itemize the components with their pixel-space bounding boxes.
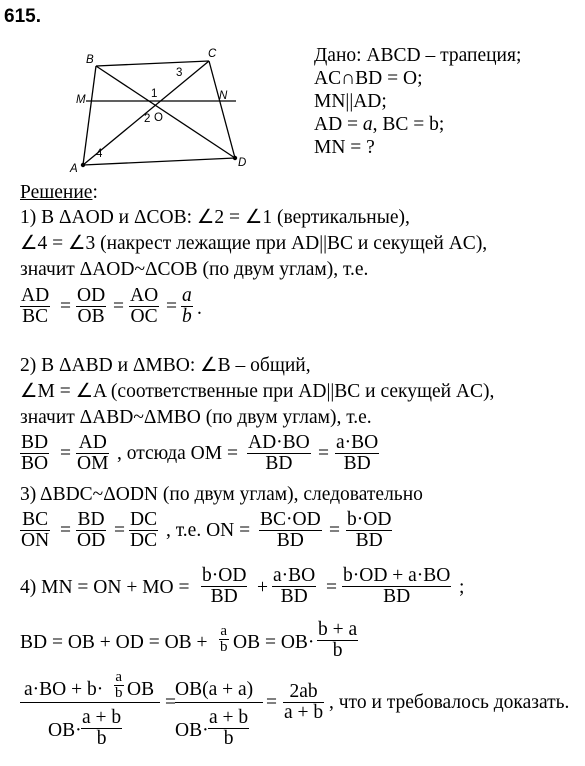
fraction-2ab: $\frac{2ab}{a + b}$	[284, 681, 324, 723]
given-line-1: Дано: ABCD – трапеция;	[314, 45, 522, 66]
fraction-bod-bd-2: $\frac{b\cdot OD}{BD}$	[202, 565, 247, 607]
label-o: O	[154, 112, 163, 124]
fraction-ao-oc: $\frac{AO}{OC}$	[130, 285, 159, 327]
final-big-fraction: a·BO + b· $\frac{a}{b}$ OB OB· $\frac{a + b}{b}$	[20, 670, 160, 760]
fraction-sum-bd: $\frac{b\cdot OD + a\cdot BO}{BD}$	[343, 565, 451, 607]
side-bc	[96, 61, 209, 66]
side-ab	[83, 66, 96, 165]
bd-lead: BD = OB + OD = OB +	[20, 632, 208, 653]
equals: =	[113, 296, 124, 317]
angle-2: 2	[144, 113, 151, 125]
given-line-5: MN = ?	[314, 137, 375, 158]
solution-heading: Решение:	[20, 182, 98, 203]
period: .	[197, 298, 202, 319]
semicolon: ;	[459, 577, 465, 598]
given-block	[314, 44, 521, 159]
fraction-dc-dc: $\frac{DC}{DC}$	[130, 509, 158, 551]
equals: =	[166, 296, 177, 317]
fraction-adbo-bd: $\frac{AD\cdot BO}{BD}$	[248, 432, 310, 474]
fraction-ad-bc: $\frac{AD}{BC}$	[21, 285, 50, 327]
equals: =	[165, 692, 176, 713]
fraction-a-b-small: $\frac{a}{b}$	[220, 623, 228, 655]
label-d: D	[238, 157, 247, 169]
label-c: C	[208, 48, 217, 60]
fraction-bcod-bd: $\frac{BC\cdot OD}{BD}$	[260, 509, 321, 551]
label-a: A	[70, 163, 78, 175]
text-hence-om: , отсюда OM =	[117, 443, 238, 464]
conclusion-text: , что и требовалось доказать.	[329, 692, 570, 713]
given-line-3: MN||AD;	[314, 91, 387, 112]
equals: =	[326, 577, 337, 598]
equals: =	[60, 520, 71, 541]
fraction-a-b: $\frac{a}{b}$	[182, 285, 192, 327]
angle-1: 1	[151, 88, 158, 100]
label-b: B	[86, 54, 94, 66]
equals: =	[114, 520, 125, 541]
step4-lead: 4) MN = ON + MO =	[20, 577, 190, 598]
bd-mid: OB = OB·	[233, 632, 315, 653]
angle-3: 3	[176, 67, 183, 79]
trapezoid-figure	[60, 45, 260, 175]
fraction-od-ob: $\frac{OD}{OB}$	[77, 285, 106, 327]
equals: =	[318, 443, 329, 464]
step1-line2: ∠4 = ∠3 (накрест лежащие при AD||BC и секущей AC),	[20, 233, 488, 254]
label-m: M	[76, 94, 86, 106]
fraction-bod-bd: $\frac{b\cdot OD}{BD}$	[347, 509, 392, 551]
equals: =	[266, 692, 277, 713]
step1-line1: 1) В ΔAOD и ΔCOB: ∠2 = ∠1 (вертикальные),	[20, 207, 410, 228]
text-ie-on: , т.е. ON =	[166, 520, 251, 541]
equals: =	[60, 443, 71, 464]
step1-line3: значит ΔAOD~ΔCOB (по двум углам), т.е.	[20, 259, 369, 280]
label-n: N	[219, 90, 228, 102]
fraction-ad-om: $\frac{AD}{OM}$	[77, 432, 109, 474]
fraction-abo-bd-2: $\frac{a\cdot BO}{BD}$	[273, 565, 316, 607]
given-line-4: AD = a, BC = b;	[314, 114, 445, 135]
final-middle-fraction: OB(a + a) OB· $\frac{a + b}{b}$	[175, 670, 263, 760]
plus: +	[257, 577, 268, 598]
equals: =	[60, 296, 71, 317]
angle-4: 4	[96, 148, 103, 160]
step3-line1: 3) ΔBDC~ΔODN (по двум углам), следовательно	[20, 484, 423, 505]
fraction-bd-bo: $\frac{BD}{BO}$	[21, 432, 49, 474]
fraction-abo-bd: $\frac{a\cdot BO}{BD}$	[336, 432, 379, 474]
given-line-2: AC∩BD = O;	[314, 68, 423, 89]
equals: =	[329, 520, 340, 541]
step2-line2: ∠M = ∠A (соответственные при AD||BC и секущей AC),	[20, 381, 495, 402]
fraction-ba-b: $\frac{b + a}{b}$	[318, 619, 358, 661]
step2-line3: значит ΔABD~ΔMBO (по двум углам), т.е.	[20, 407, 372, 428]
side-ad	[83, 158, 235, 165]
step2-line1: 2) В ΔABD и ΔMBO: ∠B – общий,	[20, 355, 311, 376]
fraction-bc-on: $\frac{BC}{ON}$	[21, 509, 50, 551]
fraction-bd-od: $\frac{BD}{OD}$	[77, 509, 106, 551]
problem-number: 615.	[4, 6, 41, 27]
